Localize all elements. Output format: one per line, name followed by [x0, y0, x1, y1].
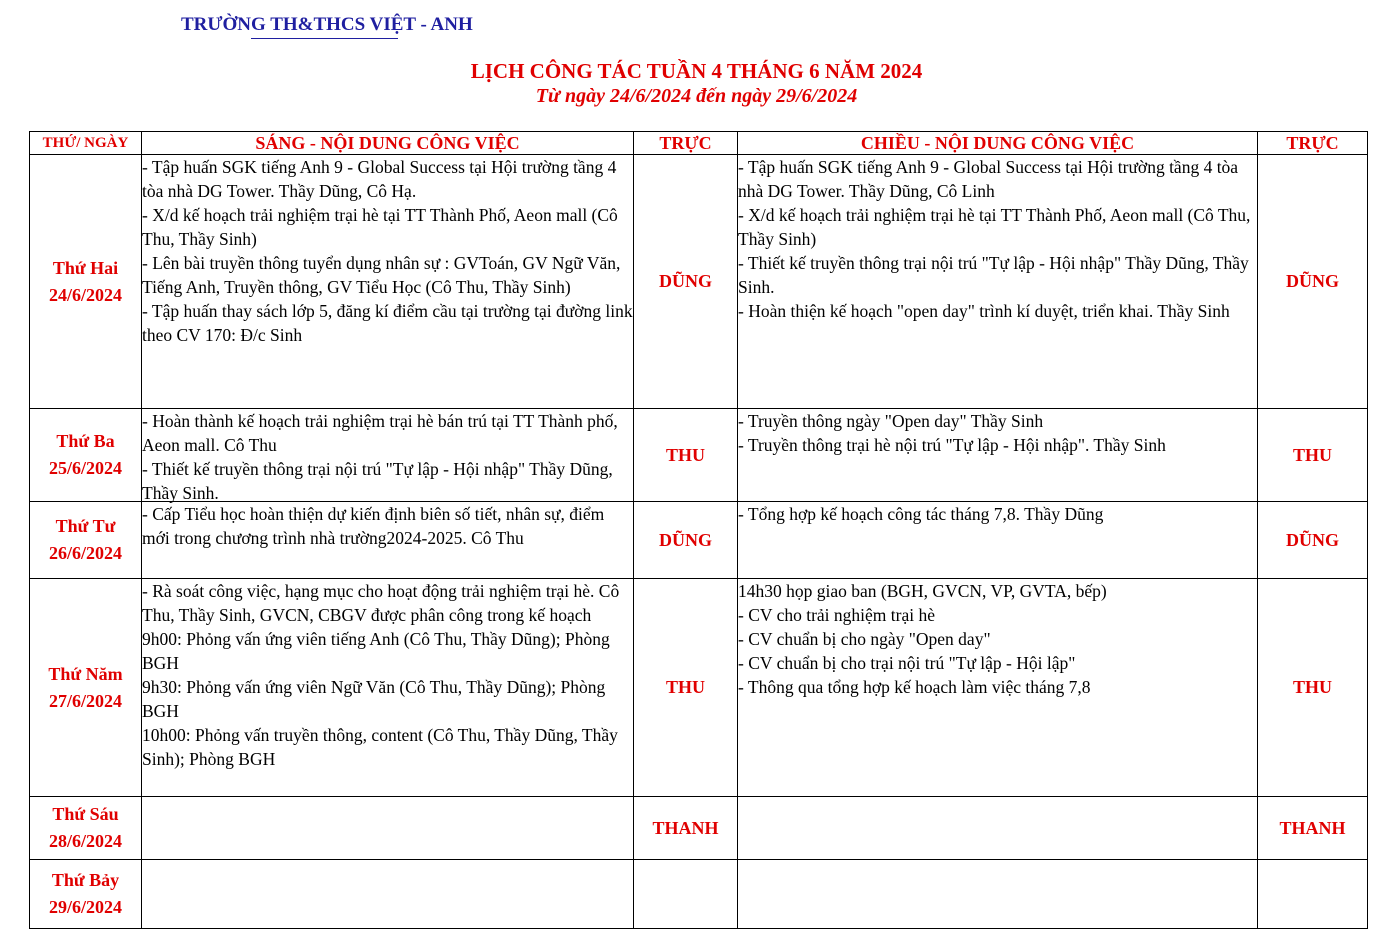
header-morning-duty: TRỰC — [634, 132, 738, 155]
date-label: 24/6/2024 — [48, 284, 122, 305]
table-row — [30, 579, 1368, 797]
day-cell — [30, 409, 142, 502]
task-line: - Tập huấn SGK tiếng Anh 9 - Global Success tại Hội trường tầng 4 tòa nhà DG Tower. Thầy Dũng, Cô Linh — [738, 157, 1243, 201]
weekday-label: Thứ Tư — [55, 516, 116, 536]
afternoon-tasks-cell — [738, 797, 1258, 860]
task-line: - Tập huấn SGK tiếng Anh 9 - Global Success tại Hội trường tầng 4 tòa nhà DG Tower. Thầy Dũng, Cô Hạ. — [142, 157, 621, 201]
task-line: - CV cho trải nghiệm trại hè — [738, 605, 935, 625]
weekday-label: Thứ Bảy — [51, 870, 120, 890]
day-cell — [30, 155, 142, 409]
afternoon-duty-cell: THU — [1258, 409, 1368, 502]
day-cell — [30, 579, 142, 797]
task-line: - Thiết kế truyền thông trại nội trú "Tự lập - Hội nhập" Thầy Dũng, Thầy Sinh. — [142, 459, 617, 503]
task-line: - Hoàn thành kế hoạch trải nghiệm trại hè bán trú tại TT Thành phố, Aeon mall. Cô Thu — [142, 411, 622, 455]
weekday-label: Thứ Sáu — [52, 804, 119, 824]
morning-tasks-cell — [142, 409, 634, 502]
table-row — [30, 155, 1368, 409]
school-underline — [251, 38, 398, 39]
schedule-table — [29, 131, 1368, 929]
task-line: - Truyền thông trại hè nội trú "Tự lập - Hội nhập". Thầy Sinh — [738, 435, 1166, 455]
afternoon-duty-cell: DŨNG — [1258, 155, 1368, 409]
date-label: 29/6/2024 — [48, 897, 122, 917]
day-cell — [30, 860, 142, 929]
morning-tasks-cell — [142, 579, 634, 797]
schedule-title: LỊCH CÔNG TÁC TUẦN 4 THÁNG 6 NĂM 2024 — [470, 59, 923, 83]
day-cell — [30, 797, 142, 860]
header-day: THỨ/ NGÀY — [30, 132, 142, 155]
task-line: - Thông qua tổng hợp kế hoạch làm việc tháng 7,8 — [738, 677, 1091, 697]
task-line: - CV chuẩn bị cho ngày "Open day" — [738, 629, 991, 649]
morning-tasks-cell — [142, 797, 634, 860]
table-row — [30, 797, 1368, 860]
task-line: 10h00: Phỏng vấn truyền thông, content (Cô Thu, Thầy Dũng, Thầy Sinh); Phòng BGH — [142, 725, 623, 769]
date-label: 25/6/2024 — [48, 458, 122, 478]
school-name: TRƯỜNG TH&THCS VIỆT - ANH — [181, 14, 473, 35]
afternoon-tasks-cell — [738, 860, 1258, 929]
weekday-label: Thứ Ba — [56, 431, 115, 451]
header-morning: SÁNG - NỘI DUNG CÔNG VIỆC — [142, 132, 634, 155]
morning-tasks-cell — [142, 860, 634, 929]
task-line: - Truyền thông ngày "Open day" Thầy Sinh — [738, 411, 1044, 431]
task-line: - X/d kế hoạch trải nghiệm trại hè tại TT Thành Phố, Aeon mall (Cô Thu, Thầy Sinh) — [738, 205, 1255, 249]
morning-duty-cell: THANH — [634, 797, 738, 860]
task-line: 14h30 họp giao ban (BGH, GVCN, VP, GVTA, bếp) — [738, 581, 1107, 601]
afternoon-duty-cell: DŨNG — [1258, 502, 1368, 579]
task-line: - Tập huấn thay sách lớp 5, đăng kí điểm cầu tại trường tại đường link theo CV 170: Đ/c Sinh — [142, 301, 637, 345]
schedule-date-range: Từ ngày 24/6/2024 đến ngày 29/6/2024 — [535, 85, 858, 107]
morning-duty-cell: THU — [634, 579, 738, 797]
task-line: 9h00: Phỏng vấn ứng viên tiếng Anh (Cô Thu, Thầy Dũng); Phòng BGH — [142, 629, 615, 673]
afternoon-tasks-cell — [738, 409, 1258, 502]
table-row — [30, 409, 1368, 502]
morning-duty-cell: DŨNG — [634, 155, 738, 409]
afternoon-duty-cell: THANH — [1258, 797, 1368, 860]
task-line: - Rà soát công việc, hạng mục cho hoạt động trải nghiệm trại hè. Cô Thu, Thầy Sinh, GVCN, CBGV được phân công trong kế hoạch — [142, 581, 624, 625]
afternoon-tasks-cell — [738, 502, 1258, 579]
table-row — [30, 502, 1368, 579]
morning-duty-cell: DŨNG — [634, 502, 738, 579]
task-line: - Cấp Tiểu học hoàn thiện dự kiến định biên số tiết, nhân sự, điểm mới trong chương trình nhà trường2024-2025. Cô Thu — [142, 504, 609, 548]
afternoon-tasks-cell — [738, 155, 1258, 409]
task-line: 9h30: Phỏng vấn ứng viên Ngữ Văn (Cô Thu, Thầy Dũng); Phòng BGH — [142, 677, 610, 721]
afternoon-duty-cell: THU — [1258, 579, 1368, 797]
date-label: 27/6/2024 — [48, 690, 122, 711]
morning-duty-cell: THU — [634, 409, 738, 502]
task-line: - Tổng hợp kế hoạch công tác tháng 7,8. Thầy Dũng — [738, 504, 1104, 524]
task-line: - Thiết kế truyền thông trại nội trú "Tự lập - Hội nhập" Thầy Dũng, Thầy Sinh. — [738, 253, 1254, 297]
task-line: - CV chuẩn bị cho trại nội trú "Tự lập - Hội lập" — [738, 653, 1076, 673]
day-cell — [30, 502, 142, 579]
header-row — [30, 132, 1368, 155]
morning-tasks-cell — [142, 502, 634, 579]
morning-tasks-cell — [142, 155, 637, 409]
task-line: - Hoàn thiện kế hoạch "open day" trình kí duyệt, triển khai. Thầy Sinh — [738, 301, 1230, 321]
morning-duty-cell — [634, 860, 738, 929]
weekday-label: Thứ Năm — [48, 663, 123, 684]
header-afternoon-duty: TRỰC — [1258, 132, 1368, 155]
weekday-label: Thứ Hai — [52, 257, 119, 278]
afternoon-tasks-cell — [738, 579, 1258, 797]
header-afternoon: CHIỀU - NỘI DUNG CÔNG VIỆC — [738, 132, 1258, 155]
afternoon-duty-cell — [1258, 860, 1368, 929]
date-label: 26/6/2024 — [48, 543, 122, 563]
task-line: - X/d kế hoạch trải nghiệm trại hè tại TT Thành Phố, Aeon mall (Cô Thu, Thầy Sinh) — [142, 205, 622, 249]
table-row — [30, 860, 1368, 929]
date-label: 28/6/2024 — [48, 831, 122, 851]
task-line: - Lên bài truyền thông tuyển dụng nhân sự : GVToán, GV Ngữ Văn, Tiếng Anh, Truyền thông, GV Tiểu Học (Cô Thu, Thầy Sinh) — [142, 253, 625, 297]
